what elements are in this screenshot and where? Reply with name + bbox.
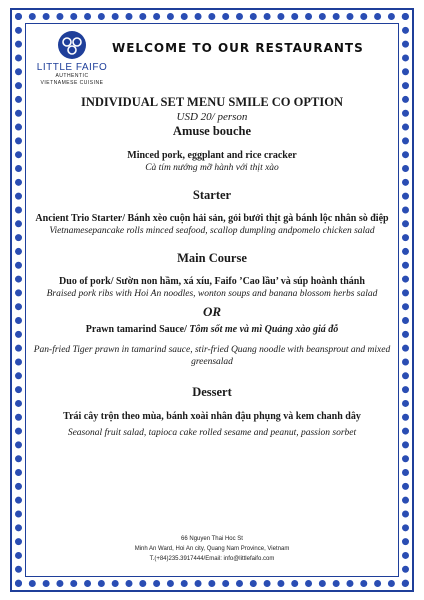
or-divider: OR [202,304,222,319]
brand-tagline-1: AUTHENTIC [55,73,89,79]
menu-price: USD 20/ person [176,111,248,123]
brand-name: LITTLE FAIFO [36,62,108,73]
menu-content [30,95,394,439]
dessert-desc: Seasonal fruit salad, tapioca cake rolled sesame and peanut, passion sorbet [67,428,357,438]
main-dish-2-en: Prawn tamarind Sauce/ [85,324,187,335]
main-dish-2-vi: Tôm sốt me và mì Quảng xào giá đỗ [189,324,339,335]
starter-dish: Ancient Trio Starter/ Bánh xèo cuộn hải sản, gỏi bưởi thịt gà bánh lộc nhân sò điệp [35,213,389,224]
footer-line-3: T.(+84)235.3917444/Email: info@littlefaifo.com [149,556,275,562]
menu-title: INDIVIDUAL SET MENU SMILE CO OPTION [81,95,343,109]
main-dish-1: Duo of pork/ Sườn non hầm, xá xíu, Faifo ’Cao lầu’ và súp hoành thánh [59,276,365,287]
brand-tagline-2: VIETNAMESE CUISINE [40,80,104,86]
amuse-dish: Minced pork, eggplant and rice cracker [127,150,297,161]
brand-logo [32,30,112,87]
lantern-logo-icon [57,30,87,60]
footer-line-1: 66 Nguyen Thai Hoc St [181,536,243,542]
dessert-dish: Trái cây trộn theo mùa, bánh xoài nhân đậu phụng và kem chanh dây [63,411,361,422]
main-dish-2 [30,323,394,336]
dessert-heading: Dessert [192,385,232,399]
amuse-heading: Amuse bouche [172,124,252,138]
footer-address [30,534,394,564]
main-desc-2: Pan-fried Tiger prawn in tamarind sauce, stir-fried Quang noodle with beansprout and mixed greensalad [33,345,391,367]
starter-desc: Vietnamesepancake rolls minced seafood, scallop dumpling andpomelo chicken salad [49,226,375,236]
starter-heading: Starter [192,188,232,202]
welcome-heading: WELCOME TO OUR RESTAURANTS [112,41,364,55]
amuse-desc: Cà tím nướng mỡ hành với thịt xào [145,163,279,173]
footer-line-2: Minh An Ward, Hoi An city, Quang Nam Province, Vietnam [134,546,290,552]
main-heading: Main Course [177,251,247,265]
main-desc-1: Braised pork ribs with Hoi An noodles, wonton soups and banana blossom herbs salad [46,289,378,299]
